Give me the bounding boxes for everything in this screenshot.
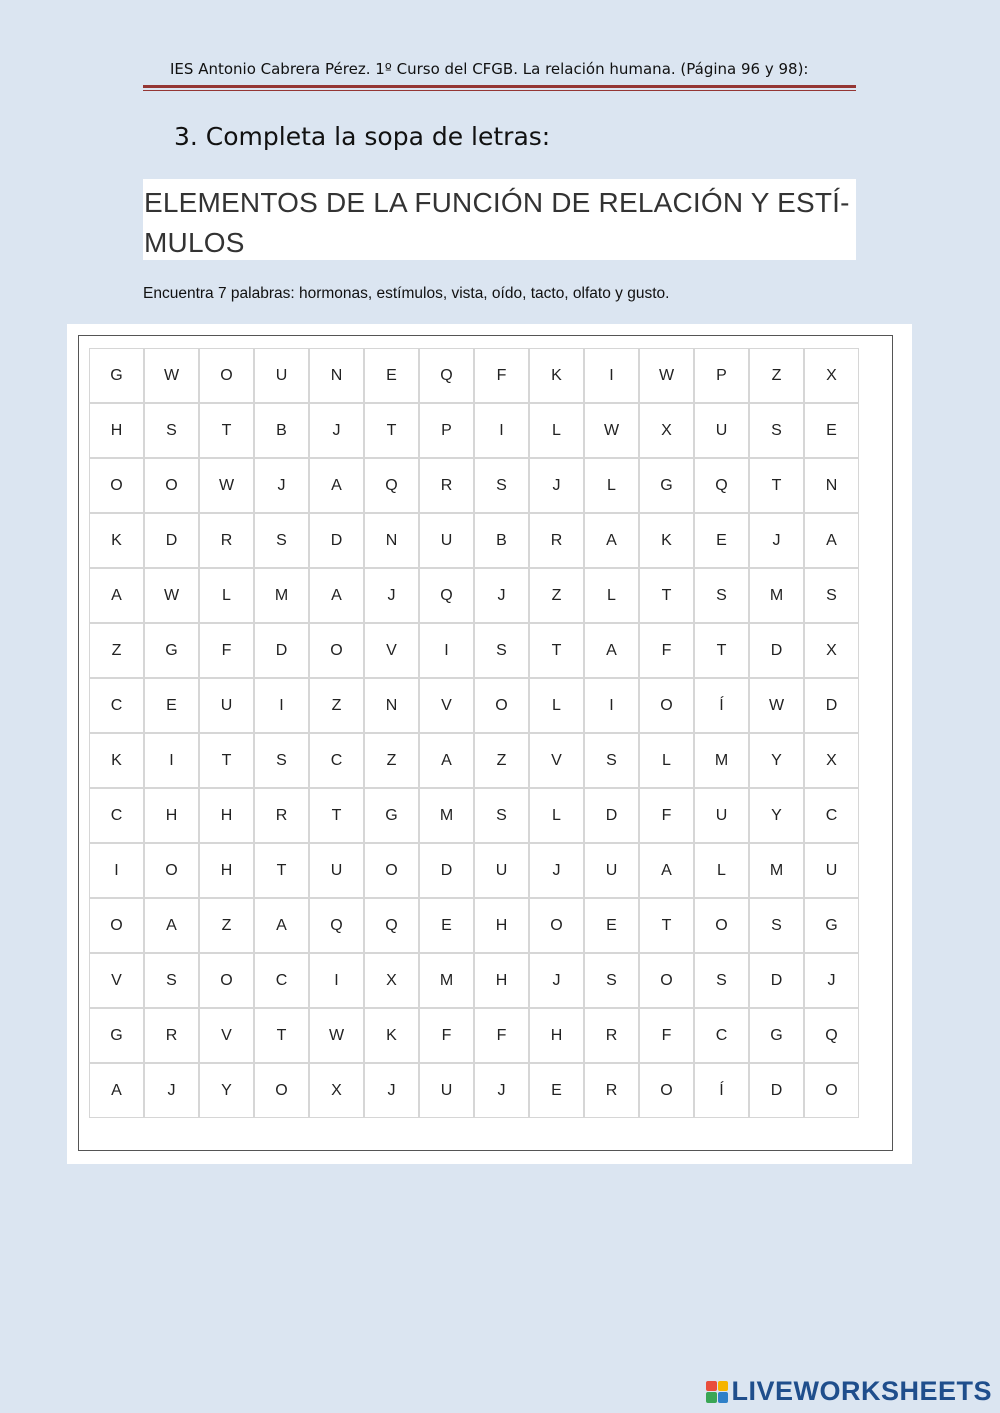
grid-cell[interactable]: Q — [364, 458, 419, 513]
section-title-line-1: ELEMENTOS DE LA FUNCIÓN DE RELACIÓN Y ESTÍ- — [144, 187, 850, 218]
grid-cell[interactable]: I — [584, 348, 639, 403]
grid-cell[interactable]: D — [309, 513, 364, 568]
grid-cell[interactable]: I — [474, 403, 529, 458]
grid-cell[interactable]: J — [529, 843, 584, 898]
grid-cell[interactable]: A — [419, 733, 474, 788]
grid-cell[interactable]: O — [804, 1063, 859, 1118]
grid-cell[interactable]: G — [749, 1008, 804, 1063]
grid-cell[interactable]: H — [529, 1008, 584, 1063]
grid-cell[interactable]: F — [419, 1008, 474, 1063]
grid-cell[interactable]: O — [529, 898, 584, 953]
grid-cell[interactable]: B — [254, 403, 309, 458]
grid-cell[interactable]: L — [639, 733, 694, 788]
grid-cell[interactable]: J — [804, 953, 859, 1008]
grid-cell[interactable]: U — [694, 403, 749, 458]
grid-cell[interactable]: Q — [694, 458, 749, 513]
grid-cell[interactable]: W — [639, 348, 694, 403]
grid-cell[interactable]: X — [639, 403, 694, 458]
grid-cell[interactable]: A — [639, 843, 694, 898]
grid-cell[interactable]: Z — [364, 733, 419, 788]
grid-cell[interactable]: W — [144, 348, 199, 403]
grid-cell[interactable]: T — [694, 623, 749, 678]
grid-cell[interactable]: L — [529, 678, 584, 733]
grid-cell[interactable]: A — [89, 1063, 144, 1118]
grid-cell[interactable]: X — [309, 1063, 364, 1118]
grid-cell[interactable]: K — [639, 513, 694, 568]
grid-cell[interactable]: N — [804, 458, 859, 513]
grid-cell[interactable]: R — [254, 788, 309, 843]
grid-cell[interactable]: F — [474, 348, 529, 403]
grid-cell[interactable]: Q — [419, 568, 474, 623]
grid-cell[interactable]: E — [144, 678, 199, 733]
grid-cell[interactable]: D — [144, 513, 199, 568]
grid-cell[interactable]: I — [89, 843, 144, 898]
grid-cell[interactable]: T — [364, 403, 419, 458]
grid-cell[interactable]: A — [584, 623, 639, 678]
grid-cell[interactable]: V — [199, 1008, 254, 1063]
liveworksheets-logo — [706, 1376, 992, 1407]
grid-cell[interactable]: G — [89, 348, 144, 403]
grid-cell[interactable]: X — [364, 953, 419, 1008]
grid-cell[interactable]: A — [254, 898, 309, 953]
instructions-text: Encuentra 7 palabras: hormonas, estímulos, vista, oído, tacto, olfato y gusto. — [143, 285, 670, 302]
grid-cell[interactable]: D — [254, 623, 309, 678]
grid-cell[interactable]: A — [584, 513, 639, 568]
grid-cell[interactable]: L — [584, 458, 639, 513]
grid-cell[interactable]: J — [474, 1063, 529, 1118]
grid-cell[interactable]: H — [199, 843, 254, 898]
grid-cell[interactable]: T — [639, 568, 694, 623]
header-rule-thin — [143, 90, 856, 91]
grid-cell[interactable]: T — [254, 843, 309, 898]
grid-cell[interactable]: E — [364, 348, 419, 403]
grid-cell[interactable]: L — [529, 403, 584, 458]
grid-cell[interactable]: F — [639, 788, 694, 843]
grid-cell[interactable]: U — [474, 843, 529, 898]
grid-cell[interactable]: W — [584, 403, 639, 458]
grid-cell[interactable]: I — [254, 678, 309, 733]
grid-cell[interactable]: U — [199, 678, 254, 733]
grid-cell[interactable]: J — [749, 513, 804, 568]
grid-cell[interactable]: O — [89, 898, 144, 953]
grid-cell[interactable]: R — [419, 458, 474, 513]
grid-cell[interactable]: Q — [419, 348, 474, 403]
grid-cell[interactable]: T — [254, 1008, 309, 1063]
grid-cell[interactable]: N — [364, 513, 419, 568]
grid-cell[interactable]: U — [309, 843, 364, 898]
grid-cell[interactable]: S — [144, 403, 199, 458]
grid-cell[interactable]: T — [749, 458, 804, 513]
grid-cell[interactable]: P — [694, 348, 749, 403]
grid-cell[interactable]: U — [419, 1063, 474, 1118]
grid-cell[interactable]: V — [89, 953, 144, 1008]
grid-cell[interactable]: M — [419, 788, 474, 843]
grid-cell[interactable]: M — [694, 733, 749, 788]
grid-cell[interactable]: S — [749, 403, 804, 458]
grid-cell[interactable]: L — [584, 568, 639, 623]
grid-cell[interactable]: O — [474, 678, 529, 733]
grid-cell[interactable]: S — [749, 898, 804, 953]
grid-cell[interactable]: J — [144, 1063, 199, 1118]
grid-cell[interactable]: S — [254, 513, 309, 568]
grid-cell[interactable]: J — [474, 568, 529, 623]
grid-cell[interactable]: J — [529, 953, 584, 1008]
logo-square — [718, 1392, 729, 1403]
grid-cell[interactable]: A — [309, 458, 364, 513]
grid-cell[interactable]: S — [804, 568, 859, 623]
grid-cell[interactable]: O — [199, 348, 254, 403]
grid-cell[interactable]: E — [584, 898, 639, 953]
grid-cell[interactable]: N — [309, 348, 364, 403]
question-heading: 3. Completa la sopa de letras: — [174, 122, 551, 151]
grid-cell[interactable]: W — [309, 1008, 364, 1063]
grid-cell[interactable]: M — [419, 953, 474, 1008]
grid-cell[interactable]: E — [419, 898, 474, 953]
grid-cell[interactable]: C — [89, 678, 144, 733]
section-title-line-2: MULOS — [144, 227, 245, 258]
grid-cell[interactable]: Y — [199, 1063, 254, 1118]
grid-cell[interactable]: J — [254, 458, 309, 513]
grid-cell[interactable]: M — [749, 843, 804, 898]
grid-cell[interactable]: Y — [749, 733, 804, 788]
grid-cell[interactable]: S — [474, 788, 529, 843]
grid-cell[interactable]: X — [804, 348, 859, 403]
grid-cell[interactable]: K — [364, 1008, 419, 1063]
grid-cell[interactable]: D — [749, 623, 804, 678]
grid-cell[interactable]: O — [694, 898, 749, 953]
grid-cell[interactable]: I — [584, 678, 639, 733]
grid-cell[interactable]: V — [419, 678, 474, 733]
grid-cell[interactable]: R — [529, 513, 584, 568]
grid-cell[interactable]: Z — [199, 898, 254, 953]
grid-cell[interactable]: R — [584, 1008, 639, 1063]
grid-cell[interactable]: Z — [309, 678, 364, 733]
grid-cell[interactable]: Q — [364, 898, 419, 953]
grid-cell[interactable]: R — [144, 1008, 199, 1063]
grid-cell[interactable]: B — [474, 513, 529, 568]
grid-cell[interactable]: O — [89, 458, 144, 513]
grid-cell[interactable]: O — [639, 678, 694, 733]
grid-cell[interactable]: X — [804, 623, 859, 678]
grid-cell[interactable]: Q — [804, 1008, 859, 1063]
grid-cell[interactable]: O — [639, 1063, 694, 1118]
grid-cell[interactable]: M — [749, 568, 804, 623]
grid-cell[interactable]: S — [144, 953, 199, 1008]
grid-cell[interactable]: U — [419, 513, 474, 568]
grid-cell[interactable]: D — [749, 953, 804, 1008]
grid-cell[interactable]: O — [144, 843, 199, 898]
grid-cell[interactable]: E — [804, 403, 859, 458]
grid-cell[interactable]: O — [144, 458, 199, 513]
grid-cell[interactable]: S — [474, 623, 529, 678]
grid-cell[interactable]: S — [694, 953, 749, 1008]
grid-cell[interactable]: Q — [309, 898, 364, 953]
grid-cell[interactable]: J — [364, 568, 419, 623]
grid-cell[interactable]: A — [89, 568, 144, 623]
grid-cell[interactable]: J — [309, 403, 364, 458]
grid-cell[interactable]: E — [694, 513, 749, 568]
grid-cell[interactable]: Z — [529, 568, 584, 623]
grid-cell[interactable]: H — [144, 788, 199, 843]
grid-cell[interactable]: W — [199, 458, 254, 513]
grid-cell[interactable]: X — [804, 733, 859, 788]
grid-cell[interactable]: G — [804, 898, 859, 953]
grid-cell[interactable]: O — [199, 953, 254, 1008]
grid-cell[interactable]: K — [89, 513, 144, 568]
grid-cell[interactable]: O — [254, 1063, 309, 1118]
grid-cell[interactable]: L — [529, 788, 584, 843]
word-search-panel — [67, 324, 912, 1164]
grid-cell[interactable]: G — [144, 623, 199, 678]
grid-cell[interactable]: T — [309, 788, 364, 843]
header-rule-thick — [143, 85, 856, 88]
grid-cell[interactable]: L — [199, 568, 254, 623]
grid-cell[interactable]: C — [309, 733, 364, 788]
grid-cell[interactable]: S — [694, 568, 749, 623]
grid-cell[interactable]: Z — [89, 623, 144, 678]
grid-cell[interactable]: I — [309, 953, 364, 1008]
grid-cell[interactable]: T — [639, 898, 694, 953]
grid-cell[interactable]: F — [639, 1008, 694, 1063]
grid-cell[interactable]: U — [694, 788, 749, 843]
grid-cell[interactable]: K — [529, 348, 584, 403]
grid-cell[interactable]: T — [199, 733, 254, 788]
grid-cell[interactable]: E — [529, 1063, 584, 1118]
grid-cell[interactable]: H — [474, 898, 529, 953]
grid-cell[interactable]: A — [144, 898, 199, 953]
grid-cell[interactable]: C — [694, 1008, 749, 1063]
grid-cell[interactable]: O — [639, 953, 694, 1008]
section-title — [143, 179, 856, 260]
grid-cell[interactable]: S — [584, 953, 639, 1008]
grid-cell[interactable]: G — [639, 458, 694, 513]
grid-cell[interactable]: P — [419, 403, 474, 458]
grid-cell[interactable]: I — [144, 733, 199, 788]
logo-mark-icon — [706, 1381, 728, 1403]
page-header: IES Antonio Cabrera Pérez. 1º Curso del CFGB. La relación humana. (Página 96 y 98): — [170, 60, 809, 78]
grid-cell[interactable]: H — [474, 953, 529, 1008]
grid-cell[interactable]: J — [529, 458, 584, 513]
grid-cell[interactable]: C — [89, 788, 144, 843]
grid-cell[interactable]: U — [254, 348, 309, 403]
grid-cell[interactable]: L — [694, 843, 749, 898]
grid-cell[interactable]: V — [364, 623, 419, 678]
grid-cell[interactable]: D — [749, 1063, 804, 1118]
grid-cell[interactable]: Z — [474, 733, 529, 788]
grid-cell[interactable]: G — [89, 1008, 144, 1063]
grid-cell[interactable]: R — [584, 1063, 639, 1118]
grid-cell[interactable]: S — [254, 733, 309, 788]
logo-square — [706, 1381, 717, 1392]
grid-cell[interactable]: G — [364, 788, 419, 843]
grid-cell[interactable]: H — [89, 403, 144, 458]
grid-cell[interactable]: U — [804, 843, 859, 898]
logo-square — [718, 1381, 729, 1392]
grid-cell[interactable]: F — [474, 1008, 529, 1063]
grid-cell[interactable]: N — [364, 678, 419, 733]
grid-cell[interactable]: V — [529, 733, 584, 788]
grid-cell[interactable]: J — [364, 1063, 419, 1118]
grid-cell[interactable]: H — [199, 788, 254, 843]
grid-cell[interactable]: T — [199, 403, 254, 458]
logo-square — [706, 1392, 717, 1403]
grid-cell[interactable]: M — [254, 568, 309, 623]
grid-cell[interactable]: O — [309, 623, 364, 678]
word-search-grid — [89, 348, 859, 1118]
grid-cell[interactable]: U — [584, 843, 639, 898]
grid-cell[interactable]: Z — [749, 348, 804, 403]
grid-cell[interactable]: F — [199, 623, 254, 678]
grid-cell[interactable]: S — [474, 458, 529, 513]
grid-cell[interactable]: Y — [749, 788, 804, 843]
grid-cell[interactable]: W — [144, 568, 199, 623]
grid-cell[interactable]: R — [199, 513, 254, 568]
grid-cell[interactable]: W — [749, 678, 804, 733]
grid-cell[interactable]: Í — [694, 678, 749, 733]
grid-cell[interactable]: D — [419, 843, 474, 898]
grid-cell[interactable]: F — [639, 623, 694, 678]
grid-cell[interactable]: C — [254, 953, 309, 1008]
grid-cell[interactable]: D — [584, 788, 639, 843]
grid-cell[interactable]: C — [804, 788, 859, 843]
grid-cell[interactable]: A — [804, 513, 859, 568]
grid-cell[interactable]: A — [309, 568, 364, 623]
grid-cell[interactable]: K — [89, 733, 144, 788]
grid-cell[interactable]: D — [804, 678, 859, 733]
grid-cell[interactable]: I — [419, 623, 474, 678]
grid-cell[interactable]: O — [364, 843, 419, 898]
grid-cell[interactable]: Í — [694, 1063, 749, 1118]
grid-cell[interactable]: S — [584, 733, 639, 788]
logo-text: LIVEWORKSHEETS — [731, 1376, 992, 1406]
grid-cell[interactable]: T — [529, 623, 584, 678]
